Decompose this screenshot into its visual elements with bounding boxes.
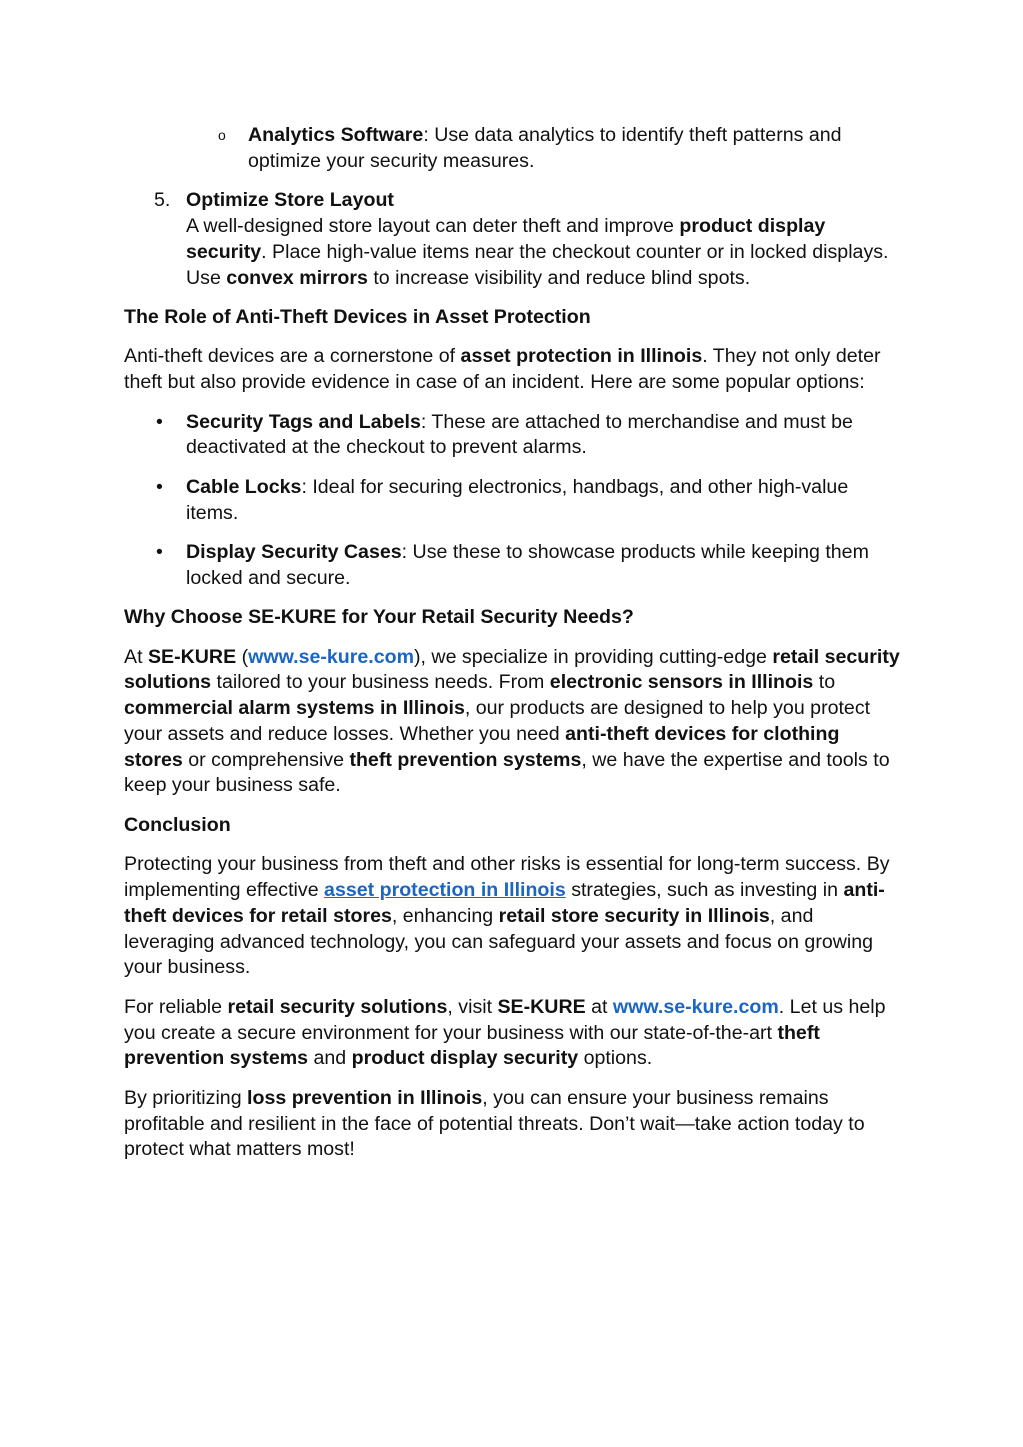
paragraph-text: , visit — [447, 995, 498, 1018]
item-text: A well-designed store layout can deter theft and improve — [186, 214, 680, 237]
website-link[interactable]: www.se-kure.com — [612, 995, 779, 1018]
bold-phrase: product display security — [351, 1047, 579, 1070]
bold-phrase: loss prevention in Illinois — [247, 1086, 483, 1109]
bold-phrase: convex mirrors — [226, 266, 368, 289]
paragraph-conclusion-3 — [124, 1086, 902, 1163]
paragraph-text: tailored to your business needs. From — [211, 671, 550, 694]
bold-phrase: theft prevention systems — [349, 748, 582, 771]
circle-bullet-icon: o — [218, 127, 226, 143]
paragraph-text: options. — [578, 1047, 653, 1070]
item-text: : Use these to showcase products while keeping them locked and secure. — [186, 540, 869, 589]
item-text: : Use data analytics to identify theft patterns and optimize your security measures. — [248, 124, 842, 172]
item-title: Security Tags and Labels — [186, 410, 421, 433]
paragraph-text: By prioritizing — [124, 1086, 248, 1109]
paragraph-text: , we have the expertise and tools to keep your business safe. — [124, 748, 890, 797]
item-text: . Place high-value items near the checkout counter or in locked displays. Use — [186, 240, 889, 289]
section-heading-conclusion: Conclusion — [124, 813, 231, 836]
bullet-icon: • — [156, 475, 163, 498]
paragraph-text: . Let us help you create a secure environment for your business with our state-of-the-art — [124, 995, 886, 1044]
paragraph-text: or comprehensive — [182, 748, 350, 771]
asset-protection-link[interactable]: asset protection in Illinois — [324, 879, 566, 902]
item-title: Display Security Cases — [186, 540, 402, 563]
paragraph-text: to — [813, 671, 836, 694]
paragraph-text: For reliable — [124, 995, 228, 1018]
bold-phrase: theft prevention systems — [124, 1021, 820, 1070]
bold-phrase: retail store security in Illinois — [498, 904, 770, 927]
bold-phrase: anti-theft devices for clothing stores — [124, 722, 840, 771]
sub-list-item-analytics-software — [124, 123, 902, 175]
paragraph-text: . They not only deter theft but also provide evidence in case of an incident. Here are some popular options: — [124, 345, 881, 394]
bold-phrase: anti-theft devices for retail stores — [124, 879, 885, 927]
paragraph-why — [124, 645, 902, 800]
numbered-list-item-5 — [124, 188, 902, 291]
paragraph-text: Anti-theft devices are a cornerstone of — [124, 345, 461, 368]
list-number: 5. — [154, 189, 171, 212]
section-heading-role: The Role of Anti-Theft Devices in Asset Protection — [124, 305, 591, 328]
paragraph-text: , you can ensure your business remains profitable and resilient in the face of potential threats. Don’t wait—take action today to protect what matters most! — [124, 1086, 865, 1161]
paragraph-text: Protecting your business from theft and other risks is essential for long-term success. By implementing effective — [124, 853, 890, 902]
bold-phrase: electronic sensors in Illinois — [549, 671, 814, 694]
paragraph-text: at — [585, 995, 613, 1018]
section-heading-why: Why Choose SE-KURE for Your Retail Security Needs? — [124, 606, 634, 629]
bold-phrase: asset protection in Illinois — [460, 345, 703, 368]
item-title: Analytics Software — [248, 124, 424, 146]
paragraph-text: ( — [236, 645, 249, 668]
paragraph-text: , our products are designed to help you protect your assets and reduce losses. Whether you need — [124, 697, 871, 745]
paragraph-text: strategies, such as investing in — [565, 879, 844, 902]
paragraph-text: ), we specialize in providing cutting-edge — [414, 645, 773, 668]
bold-phrase: commercial alarm systems in Illinois — [124, 697, 465, 720]
bold-phrase: SE-KURE — [497, 995, 586, 1018]
item-text: : Ideal for securing electronics, handbags, and other high-value items. — [186, 475, 849, 524]
bullet-list-item — [124, 410, 902, 462]
item-title: Optimize Store Layout — [186, 189, 394, 212]
bold-phrase: SE-KURE — [147, 645, 237, 668]
paragraph-text: At — [124, 645, 148, 668]
paragraph-role-intro — [124, 344, 902, 396]
bold-phrase: retail security solutions — [227, 995, 448, 1018]
item-title: Cable Locks — [186, 475, 302, 498]
bold-phrase: retail security solutions — [124, 645, 900, 694]
paragraph-text: , enhancing — [391, 904, 499, 927]
bold-phrase: product display security — [186, 214, 826, 263]
website-link[interactable]: www.se-kure.com — [248, 645, 415, 668]
bullet-list-item — [124, 475, 902, 527]
paragraph-conclusion-1 — [124, 852, 902, 981]
bullet-icon: • — [156, 410, 163, 433]
paragraph-text: and — [308, 1047, 352, 1070]
bullet-icon: • — [156, 540, 163, 563]
paragraph-conclusion-2 — [124, 995, 902, 1072]
paragraph-text: , and leveraging advanced technology, you can safeguard your assets and focus on growing your business. — [124, 904, 874, 979]
item-text: to increase visibility and reduce blind spots. — [367, 266, 751, 289]
bullet-list-item — [124, 540, 902, 592]
document-content — [124, 123, 902, 1177]
item-text: : These are attached to merchandise and must be deactivated at the checkout to prevent alarms. — [186, 410, 853, 459]
